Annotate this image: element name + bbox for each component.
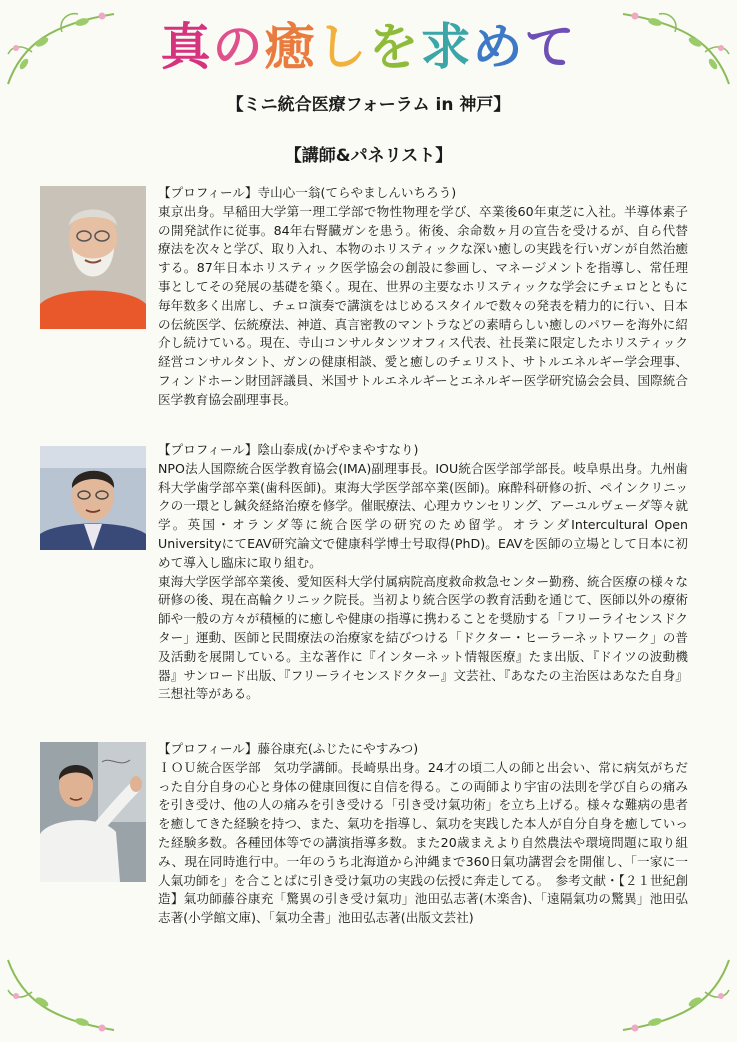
title-char: て	[524, 17, 577, 76]
title-char: を	[368, 17, 421, 76]
speaker-profile-2	[158, 441, 688, 704]
portrait-man-glasses-suit-icon	[40, 446, 146, 550]
speaker-photo-1	[40, 186, 146, 329]
profile-body: NPO法人国際統合医学教育協会(IMA)副理事長。IOU統合医学部学部長。岐阜県出身。九州歯科大学歯学部卒業(歯科医師)。東海大学医学部卒業(医師)。麻酔科研修の折、ペインクリニックの一環とし鍼灸経絡治療を修学。催眠療法、心理カウンセリング、アーユルヴェーダ等々就学。英国・オランダ等に統合医学の研究のため留学。オランダIntercultural Open UniversityにてEAV研究論文で健康科学博士号取得(PhD)。EAVを医師の立場として日本に初めて導入し臨床に取り組む。	[158, 460, 688, 570]
portrait-elderly-man-white-beard-icon	[40, 186, 146, 329]
title-char: め	[472, 17, 525, 76]
corner-vine-icon	[2, 950, 122, 1040]
section-heading: 【講師&パネリスト】	[284, 146, 453, 166]
corner-vine-icon	[615, 950, 735, 1040]
speaker-profile-3	[158, 740, 688, 928]
profile-body-continued: 東海大学医学部卒業後、愛知医科大学付属病院高度救命救急センター勤務、統合医療の様々な研修の後、現在高輪クリニック院長。当初より統合医学の教育活動を通じて、医師以外の療術師や一般の方々が積極的に癒しや健康の指導に携わることを奨励する「フリーライセンスドクター」運動、医師と民間療法の治療家を結びつける「ドクター・ヒーラーネットワーク」の普及活動を展開している。主な著作に『インターネット情報医療』たま出版、『ドイツの波動機器』サンロード出版、『フリーライセンスドクター』文芸社、『あなたの主治医はあなた自身』三想社等がある。	[158, 573, 688, 702]
title-char: の	[212, 17, 265, 76]
title-char: 癒	[264, 17, 317, 76]
profile-heading: 【プロフィール】寺山心一翁(てらやましんいちろう)	[158, 185, 457, 200]
speaker-photo-3	[40, 742, 146, 882]
profile-body: ＩＯＵ統合医学部 気功学講師。長崎県出身。24才の頃二人の師と出会い、常に病気がちだった自分自身の心と身体の健康回復に自信を得る。この両師より宇宙の法則を学び自らの痛みを引き受け、他の人の痛みを引き受ける「引き受け氣功術」を立ち上げる。様々な難病の患者を癒してきた経験を持つ、また、氣功を指導し、氣功を実践した本人が自分自身を癒していった経験多数。各種団体等での講演指導多数。また20歳まえより自然農法や環境問題に取り組み、現在同時進行中。一年のうち北海道から沖縄まで360日氣功講習会を開催し、「一家に一人氣功師を」を合ことばに引き受け氣功の実践の伝授に奔走してる。 参考文献・【２１世紀創造】氣功師藤谷康充「驚異の引き受け氣功」池田弘志著(木楽舎)、「遠隔氣功の驚異」池田弘志著(小学館文庫)、「氣功全書」池田弘志著(出版文芸社)	[158, 759, 688, 926]
profile-heading: 【プロフィール】陰山泰成(かげやまやすなり)	[158, 442, 419, 457]
portrait-man-lecturing-icon	[40, 742, 146, 882]
title-char: 求	[420, 17, 473, 76]
profile-body: 東京出身。早稲田大学第一理工学部で物性物理を学び、卒業後60年東芝に入社。半導体素子の開発試作に従事。84年右腎臓ガンを患う。術後、余命数ヶ月の宣告を受けるが、自ら代替療法を次々と学び、取り入れ、本物のホリスティックな深い癒しの実践を行いガンが自然治癒する。87年日本ホリスティック医学協会の創設に参画し、マネージメントを指導し、常任理事としてその発展の基礎を築く。現在、世界の主要なホリスティックな学会にチェロとともに毎年数多く出席し、チェロ演奏で講演をはじめるスタイルで数々の発表を精力的に行い、日本の伝統医学、伝統療法、神道、真言密教のマントラなどの素晴らしい癒しのパワーを海外に紹介し続けている。現在、寺山コンサルタンツオフィス代表、社長業に限定したホリスティック経営コンサルタント、ガンの健康相談、愛と癒しのチェリスト、サトルエネルギー学会理事、フィンドホーン財団評議員、米国サトルエネルギーとエネルギー医学研究協会会員、国際統合医学教育協会副理事長。	[158, 203, 688, 407]
event-subtitle: 【ミニ統合医療フォーラム in 神戸】	[226, 95, 511, 115]
profile-heading: 【プロフィール】藤谷康充(ふじたにやすみつ)	[158, 741, 419, 756]
speaker-profile-1	[158, 184, 688, 410]
speaker-photo-2	[40, 446, 146, 550]
title-char: し	[316, 17, 369, 76]
title-char: 真	[160, 17, 213, 76]
page-title	[0, 14, 737, 80]
